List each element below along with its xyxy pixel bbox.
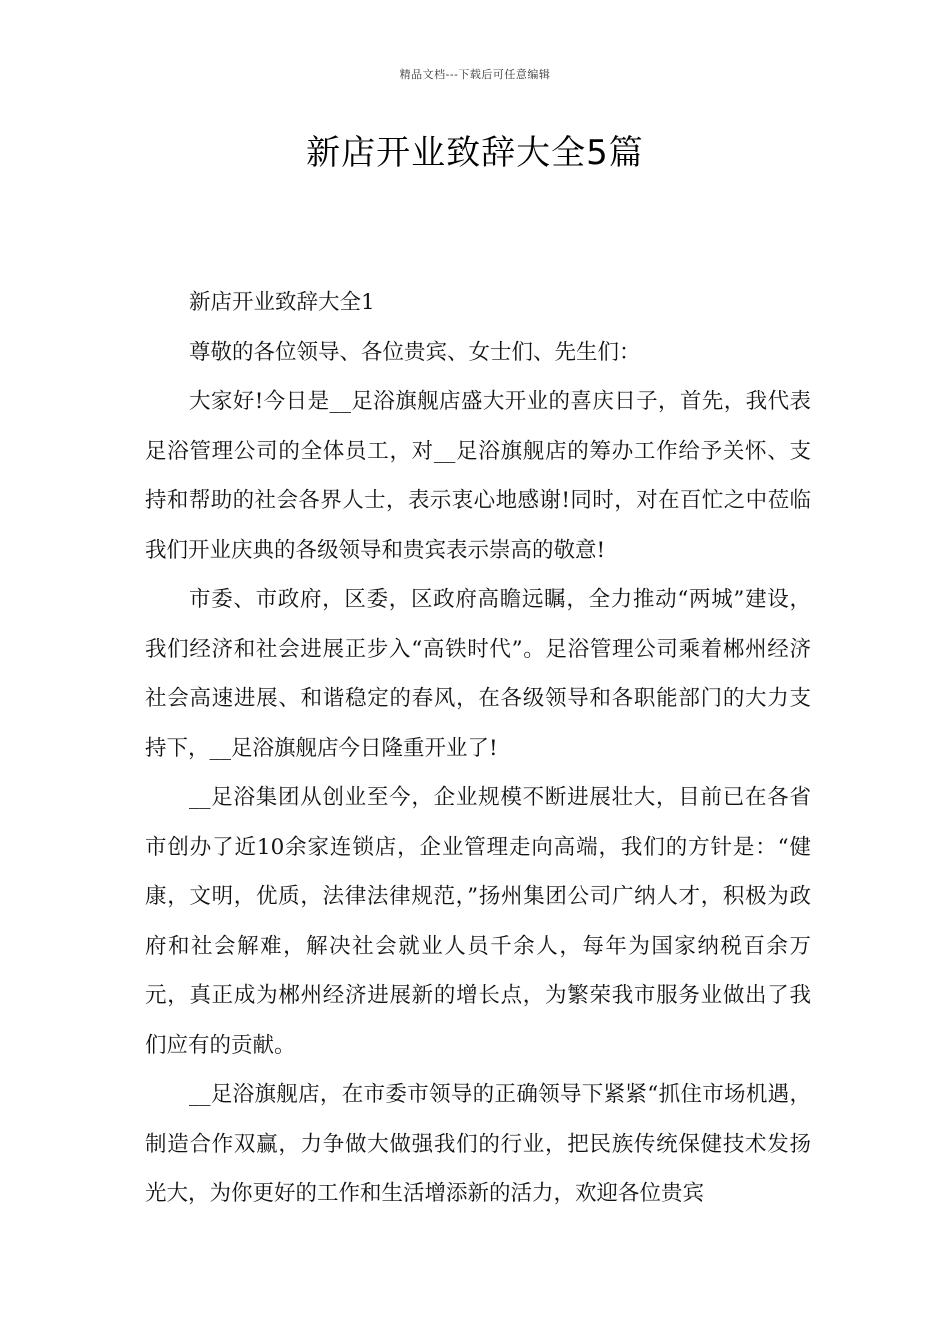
body-paragraph: 市委、市政府，区委，区政府高瞻远瞩，全力推动“两城”建设，我们经济和社会进展正步入“高铁时代”。足浴管理公司乘着郴州经济社会高速进展、和谐稳定的春风，在各级领导和各职能部门的大力支持下，__足浴旗舰店今日隆重开业了! [145,587,811,761]
body-paragraph: __足浴集团从创业至今，企业规模不断进展壮大，目前已在各省市创办了近10余家连锁店，企业管理走向高端，我们的方针是：“健康，文明，优质，法律法律规范，”扬州集团公司广纳人才，积极为政府和社会解难，解决社会就业人员千余人，每年为国家纳税百余万元，真正成为郴州经济进展新的增长点，为繁荣我市服务业做出了我们应有的贡献。 [145,785,811,1058]
header-note: 精品文档---下载后可任意编辑 [399,68,551,81]
body-paragraph: 大家好!今日是__足浴旗舰店盛大开业的喜庆日子，首先，我代表足浴管理公司的全体员工，对__足浴旗舰店的筹办工作给予关怀、支持和帮助的社会各界人士，表示衷心地感谢!同时，对在百忙之中莅临我们开业庆典的各级领导和贵宾表示崇高的敬意! [145,389,811,563]
section-heading: 新店开业致辞大全1 [189,290,375,315]
document-body [145,278,811,1219]
salutation-paragraph: 尊敬的各位领导、各位贵宾、女士们、先生们： [189,339,641,365]
body-paragraph: __足浴旗舰店，在市委市领导的正确领导下紧紧“抓住市场机遇，制造合作双赢，力争做大做强我们的行业，把民族传统保健技术发扬光大，为你更好的工作和生活增添新的活力，欢迎各位贵宾 [145,1082,811,1206]
document-title: 新店开业致辞大全5篇 [306,133,644,173]
